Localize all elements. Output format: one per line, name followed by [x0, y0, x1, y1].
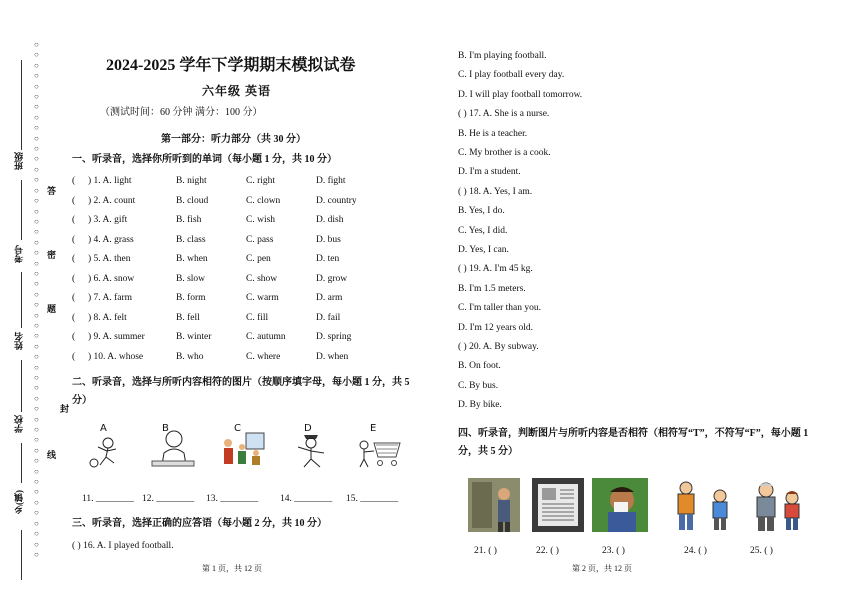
grade-subject: 六年级 英语	[202, 84, 272, 98]
picture-b	[144, 423, 200, 469]
option-text: C. autumn	[246, 332, 286, 342]
option-text: B. form	[176, 293, 206, 303]
option-text: D. arm	[316, 293, 343, 303]
option-text: B. fell	[176, 312, 200, 323]
question-row	[72, 332, 402, 346]
option-text: B. slow	[176, 273, 206, 284]
question-line: D. I'm 12 years old.	[458, 322, 534, 333]
option-text: D. spring	[316, 332, 352, 342]
option-text: ) 2. A. count	[88, 195, 136, 206]
option-text: D. country	[316, 195, 357, 206]
option-text: B. class	[176, 234, 206, 245]
page-footer: 第 1 页，共 12 页	[202, 564, 262, 573]
question-row	[72, 293, 402, 307]
question-line: ( ) 17. A. She is a nurse.	[458, 109, 550, 120]
question-line: B. He is a teacher.	[458, 128, 528, 139]
question-row	[72, 176, 402, 190]
option-text: C. show	[246, 273, 278, 284]
option-text: D. ten	[316, 254, 340, 264]
section-heading-3: 三、听录音，选择正确的应答语（每小题 2 分，共 10 分）	[72, 518, 327, 529]
sidebar-label-town: 乡(镇)	[14, 490, 24, 514]
dotted-binding-line: ○ ○ ○ ○ ○ ○ ○ ○ ○ ○ ○ ○ ○ ○ ○ ○ ○ ○ ○ ○ ○ ○ ○ ○ ○ ○ ○ ○ ○ ○ ○ ○ ○ ○ ○ ○ ○ ○ ○ ○ ○ ○ ○ ○ ○ ○ ○ ○ ○ ○	[34, 40, 39, 559]
binding-char: 答	[47, 186, 57, 196]
answer-bracket[interactable]: (	[72, 293, 76, 303]
question-row	[72, 352, 402, 366]
picture-label: E	[370, 423, 377, 434]
tall-short-boys-icon	[666, 478, 736, 532]
sidebar-line	[21, 360, 22, 412]
picture-label: A	[100, 423, 107, 434]
question-row	[72, 313, 402, 327]
option-text: ) 6. A. snow	[88, 273, 135, 284]
option-text: C. clown	[246, 195, 281, 206]
question-16: ( ) 16. A. I played football.	[72, 541, 174, 551]
option-text: D. fail	[316, 312, 341, 323]
question-line: C. I'm taller than you.	[458, 303, 541, 314]
sidebar-line	[21, 60, 22, 150]
question-line: B. I'm playing football.	[458, 51, 547, 61]
answer-blank[interactable]: 24. ( )	[684, 546, 707, 556]
option-text: ) 9. A. summer	[88, 332, 145, 342]
option-text: B. night	[176, 176, 207, 186]
question-row	[72, 274, 402, 288]
question-line: C. I play football every day.	[458, 70, 565, 81]
option-text: B. winter	[176, 332, 212, 342]
sidebar-label-name: 姓名	[14, 332, 24, 350]
question-line: D. I will play football tomorrow.	[458, 89, 583, 100]
picture-a	[82, 423, 130, 469]
answer-bracket[interactable]: (	[72, 234, 76, 245]
question-row	[72, 235, 402, 249]
option-text: D. fight	[316, 176, 346, 186]
binding-char: 题	[47, 304, 57, 314]
option-text: ) 5. A. then	[88, 254, 131, 264]
question-row	[72, 215, 402, 229]
answer-bracket[interactable]: (	[72, 195, 76, 206]
answer-bracket[interactable]: (	[72, 176, 76, 186]
sidebar-line	[21, 272, 22, 328]
question-row	[72, 196, 402, 210]
sidebar-line	[21, 530, 22, 580]
answer-blank[interactable]: 15. ________	[346, 494, 399, 504]
answer-blank[interactable]: 21. ( )	[474, 546, 497, 556]
option-text: C. right	[246, 176, 276, 186]
question-line: D. I'm a student.	[458, 167, 521, 178]
exam-info: （测试时间：60 分钟 满分：100 分）	[100, 107, 263, 118]
option-text: ) 8. A. felt	[88, 312, 127, 323]
sidebar-line	[21, 180, 22, 240]
page-title: 2024-2025 学年下学期期末模拟试卷	[106, 57, 356, 74]
answer-blank[interactable]: 13. ________	[206, 494, 259, 504]
picture-row	[78, 423, 408, 473]
picture-label: D	[304, 423, 312, 434]
answer-blank[interactable]: 11. ________	[82, 494, 134, 504]
option-text: ) 3. A. gift	[88, 215, 128, 225]
answer-bracket[interactable]: (	[72, 273, 76, 284]
binding-char: 封	[60, 404, 70, 414]
picture-d	[286, 423, 338, 469]
question-line: ( ) 19. A. I'm 45 kg.	[458, 264, 533, 275]
question-line: C. By bus.	[458, 380, 499, 391]
option-text: ) 4. A. grass	[88, 234, 134, 245]
shopping-cart-icon	[352, 423, 406, 469]
answer-blank[interactable]: 22. ( )	[536, 546, 559, 556]
grandpa-and-boy-icon	[748, 478, 810, 532]
question-line: D. By bike.	[458, 400, 502, 411]
answer-blank[interactable]: 25. ( )	[750, 546, 773, 556]
option-text: B. who	[176, 351, 204, 362]
answer-bracket[interactable]: (	[72, 215, 76, 225]
option-text: D. dish	[316, 215, 344, 225]
option-text: ) 10. A. whose	[88, 351, 144, 362]
sidebar-label-school: 学校	[14, 415, 24, 433]
section-heading-4: 四、听录音，判断图片与所听内容是否相符（相符写“T”，不符写“F”，每小题 1 分，共 5 分）	[458, 428, 809, 457]
answer-bracket[interactable]: (	[72, 351, 76, 362]
option-text: C. warm	[246, 293, 279, 303]
binding-char: 线	[47, 450, 57, 460]
answer-bracket[interactable]: (	[72, 312, 76, 323]
sidebar-label-class: 班级	[14, 152, 24, 170]
binding-char: 密	[47, 250, 57, 260]
option-text: ) 1. A. light	[88, 176, 132, 186]
option-text: B. when	[176, 254, 208, 264]
answer-blank[interactable]: 14. ________	[280, 494, 333, 504]
newspaper-photo	[532, 478, 584, 532]
question-line: D. Yes, I can.	[458, 245, 509, 255]
option-text: D. bus	[316, 234, 341, 245]
picture-e	[352, 423, 406, 469]
girl-drawing-icon	[144, 423, 200, 469]
section-heading-1: 一、听录音，选择你所听到的单词（每小题 1 分，共 10 分）	[72, 154, 337, 165]
family-picture-icon	[216, 423, 268, 469]
question-line: ( ) 18. A. Yes, I am.	[458, 186, 533, 197]
boy-with-hat-icon	[286, 423, 338, 469]
question-line: ( ) 20. A. By subway.	[458, 342, 539, 352]
question-line: C. My brother is a cook.	[458, 148, 551, 158]
option-text: C. wish	[246, 215, 276, 225]
part-heading: 第一部分：听力部分（共 30 分）	[161, 134, 306, 145]
question-line: C. Yes, I did.	[458, 225, 508, 236]
question-line: B. On foot.	[458, 361, 501, 372]
picture-label: B	[162, 423, 169, 434]
binding-sidebar	[0, 0, 70, 607]
boy-blowing-nose-photo	[592, 478, 648, 532]
sidebar-line	[21, 443, 22, 483]
option-text: D. grow	[316, 273, 348, 284]
page-footer: 第 2 页，共 12 页	[572, 564, 632, 573]
question-line: B. I'm 1.5 meters.	[458, 283, 526, 294]
option-text: C. fill	[246, 312, 269, 323]
picture-label: C	[234, 423, 241, 434]
option-text: C. where	[246, 351, 281, 362]
answer-blank[interactable]: 23. ( )	[602, 546, 625, 556]
option-text: C. pen	[246, 254, 271, 264]
section-heading-2: 二、听录音，选择与所听内容相符的图片（按顺序填字母，每小题 1 分，共 5 分）	[72, 377, 410, 406]
answer-bracket[interactable]: (	[72, 332, 76, 342]
boy-by-cupboard-photo	[468, 478, 520, 532]
answer-blank[interactable]: 12. ________	[142, 494, 195, 504]
option-text: ) 7. A. farm	[88, 293, 133, 303]
answer-bracket[interactable]: (	[72, 254, 76, 264]
sidebar-label-exam-number: 考号	[14, 245, 24, 263]
question-line: B. Yes, I do.	[458, 206, 505, 217]
picture-c	[216, 423, 268, 469]
question-row	[72, 254, 402, 268]
answer-blanks	[474, 546, 814, 560]
option-text: D. when	[316, 351, 349, 362]
option-text: B. fish	[176, 215, 202, 225]
answer-blanks	[78, 494, 418, 508]
option-text: B. cloud	[176, 195, 209, 206]
option-text: C. pass	[246, 234, 274, 245]
